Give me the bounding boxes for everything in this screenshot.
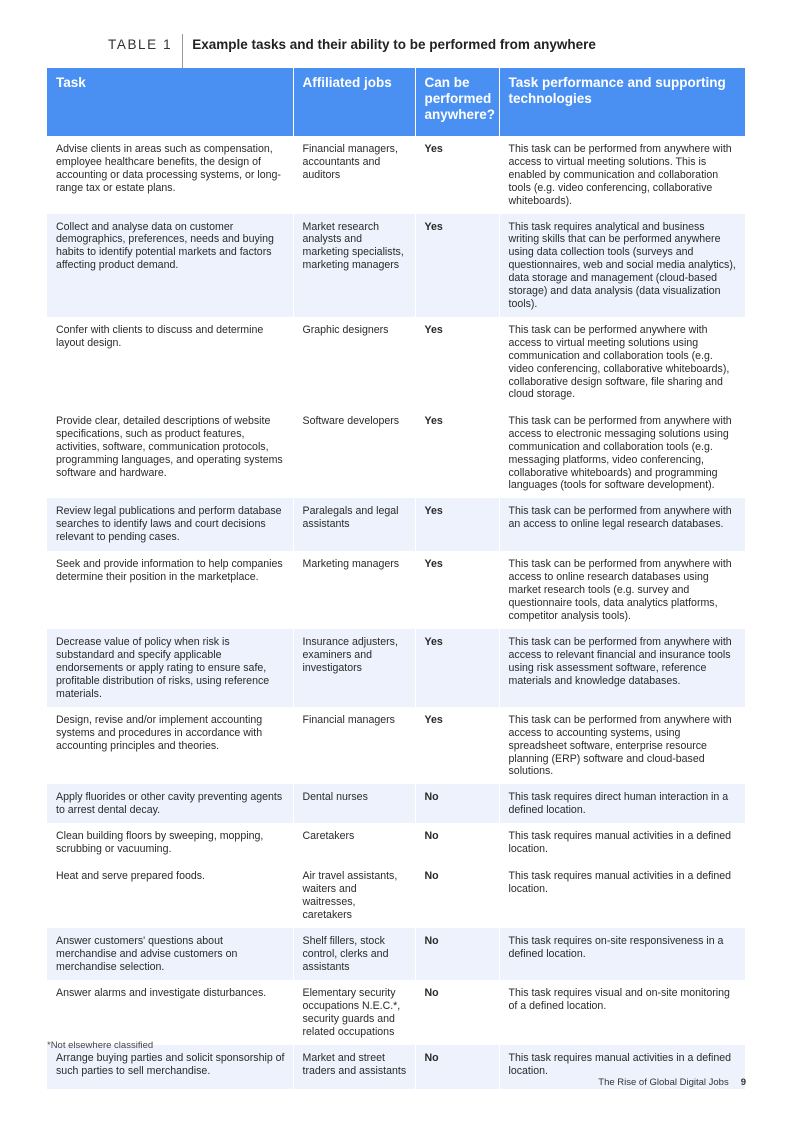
cell-support: This task can be performed from anywhere with access to online research databases using market research tools (e.g. survey and questionnaire tools, data analytics platforms, competitor analysis tools). [499, 551, 745, 629]
cell-support: This task can be performed from anywhere with access to accounting systems, using spreadsheet software, enterprise resource planning (ERP) software and cloud-based solutions. [499, 707, 745, 785]
cell-support: This task requires on-site responsiveness in a defined location. [499, 928, 745, 980]
table-row [47, 784, 745, 823]
cell-task: Provide clear, detailed descriptions of website specifications, such as product features, activities, software, communication protocols, programming languages, and operating systems software and hardware. [56, 414, 283, 479]
cell-jobs: Market research analysts and marketing specialists, marketing managers [293, 214, 415, 317]
cell-anywhere: Yes [415, 317, 499, 408]
cell-anywhere: Yes [415, 214, 499, 317]
header-support: Task performance and supporting technologies [499, 68, 745, 136]
cell-task: Review legal publications and perform database searches to identify laws and court decisions relevant to pending cases. [47, 498, 293, 551]
table-row [47, 928, 745, 980]
cell-support: This task can be performed from anywhere with an access to online legal research databases. [499, 498, 745, 551]
cell-jobs: Financial managers, accountants and auditors [293, 136, 415, 214]
cell-jobs: Air travel assistants, waiters and waitresses, caretakers [293, 863, 415, 928]
cell-jobs: Marketing managers [293, 551, 415, 629]
cell-anywhere: No [415, 928, 499, 980]
table-header-row [47, 68, 745, 136]
cell-anywhere: No [415, 784, 499, 823]
cell-jobs: Financial managers [293, 707, 415, 785]
table-row [47, 498, 745, 551]
cell-task: Seek and provide information to help companies determine their position in the marketplace. [56, 558, 283, 584]
cell-support: This task requires manual activities in a defined location. [499, 863, 745, 928]
table-row [47, 136, 745, 214]
cell-task: Collect and analyse data on customer demographics, preferences, needs and buying habits to identify potential markets and factors affecting product demand. [47, 214, 293, 317]
cell-support: This task can be performed from anywhere with access to virtual meeting solutions. This is enabled by communication and collaboration tools (e.g. video conferencing, collaborative whiteboards). [499, 136, 745, 214]
table-row [47, 707, 745, 785]
cell-anywhere: Yes [415, 551, 499, 629]
cell-anywhere: No [415, 1045, 499, 1089]
table-row [47, 214, 745, 317]
table-label: TABLE 1 [108, 34, 183, 68]
cell-support: This task requires direct human interaction in a defined location. [499, 784, 745, 823]
cell-anywhere: Yes [415, 136, 499, 214]
cell-task: Clean building floors by sweeping, mopping, scrubbing or vacuuming. [56, 830, 264, 856]
cell-task: Advise clients in areas such as compensation, employee healthcare benefits, the design of accounting or data processing systems, or long-range tax or estate plans. [56, 143, 281, 194]
cell-support: This task requires visual and on-site monitoring of a defined location. [499, 980, 745, 1045]
page-number: 9 [740, 1077, 746, 1088]
cell-task: Apply fluorides or other cavity preventing agents to arrest dental decay. [47, 784, 293, 823]
cell-jobs: Paralegals and legal assistants [293, 498, 415, 551]
cell-task: Answer alarms and investigate disturbances. [56, 987, 267, 999]
cell-task: Answer customers' questions about merchandise and advise customers on merchandise selection. [47, 928, 293, 980]
cell-jobs: Software developers [293, 408, 415, 498]
cell-jobs: Dental nurses [293, 784, 415, 823]
cell-task: Design, revise and/or implement accounting systems and procedures in accordance with accounting principles and theories. [56, 713, 263, 752]
cell-anywhere: No [415, 980, 499, 1045]
table-title [108, 34, 596, 70]
cell-support: This task can be performed from anywhere with access to relevant financial and insurance tools using risk assessment software, reference materials and knowledge databases. [499, 629, 745, 707]
page-footer [598, 1077, 746, 1088]
cell-anywhere: Yes [415, 498, 499, 551]
cell-support: This task requires analytical and business writing skills that can be performed anywhere using data collection tools (surveys and questionnaires, web and social media analytics), data storage and management (cloud-based storage) and data analysis (data visualization tools). [499, 214, 745, 317]
table-row [47, 551, 745, 629]
table-row [47, 823, 745, 863]
tasks-table [47, 68, 745, 1089]
cell-anywhere: Yes [415, 707, 499, 785]
header-anywhere: Can be performed anywhere? [415, 68, 499, 136]
table-row [47, 408, 745, 498]
cell-support: This task requires manual activities in a defined location. [499, 1045, 745, 1089]
cell-anywhere: Yes [415, 408, 499, 498]
table-row [47, 980, 745, 1045]
table-row [47, 629, 745, 707]
cell-task: Confer with clients to discuss and determine layout design. [56, 323, 264, 349]
table-row [47, 863, 745, 928]
cell-jobs: Graphic designers [293, 317, 415, 408]
table-caption: Example tasks and their ability to be performed from anywhere [192, 37, 596, 52]
table-row [47, 317, 745, 408]
cell-support: This task can be performed anywhere with access to virtual meeting solutions using communication and collaboration tools (e.g. video conferencing, collaborative whiteboards), collaborative design software, file sharing and cloud storage. [499, 317, 745, 408]
cell-anywhere: No [415, 863, 499, 928]
cell-support: This task requires manual activities in a defined location. [499, 823, 745, 863]
header-jobs: Affiliated jobs [293, 68, 415, 136]
cell-jobs: Market and street traders and assistants [293, 1045, 415, 1089]
cell-task: Arrange buying parties and solicit sponsorship of such parties to sell merchandise. [47, 1045, 293, 1089]
cell-jobs: Insurance adjusters, examiners and investigators [293, 629, 415, 707]
cell-jobs: Shelf fillers, stock control, clerks and assistants [293, 928, 415, 980]
header-task: Task [47, 68, 293, 136]
footnote: *Not elsewhere classified [47, 1040, 154, 1051]
cell-task: Decrease value of policy when risk is substandard and specify applicable endorsements or apply rating to ensure safe, profitable distribution of risks, using reference materials. [47, 629, 293, 707]
footer-title: The Rise of Global Digital Jobs [598, 1077, 729, 1088]
cell-jobs: Caretakers [293, 823, 415, 863]
cell-task: Heat and serve prepared foods. [56, 870, 205, 883]
cell-anywhere: No [415, 823, 499, 863]
cell-jobs: Elementary security occupations N.E.C.*, security guards and related occupations [293, 980, 415, 1045]
cell-anywhere: Yes [415, 629, 499, 707]
cell-support: This task can be performed from anywhere with access to electronic messaging solutions using communication and collaboration tools (e.g. messaging platforms, video conferencing, collaborative whiteboards) and programming languages (tools for software development). [499, 408, 745, 498]
